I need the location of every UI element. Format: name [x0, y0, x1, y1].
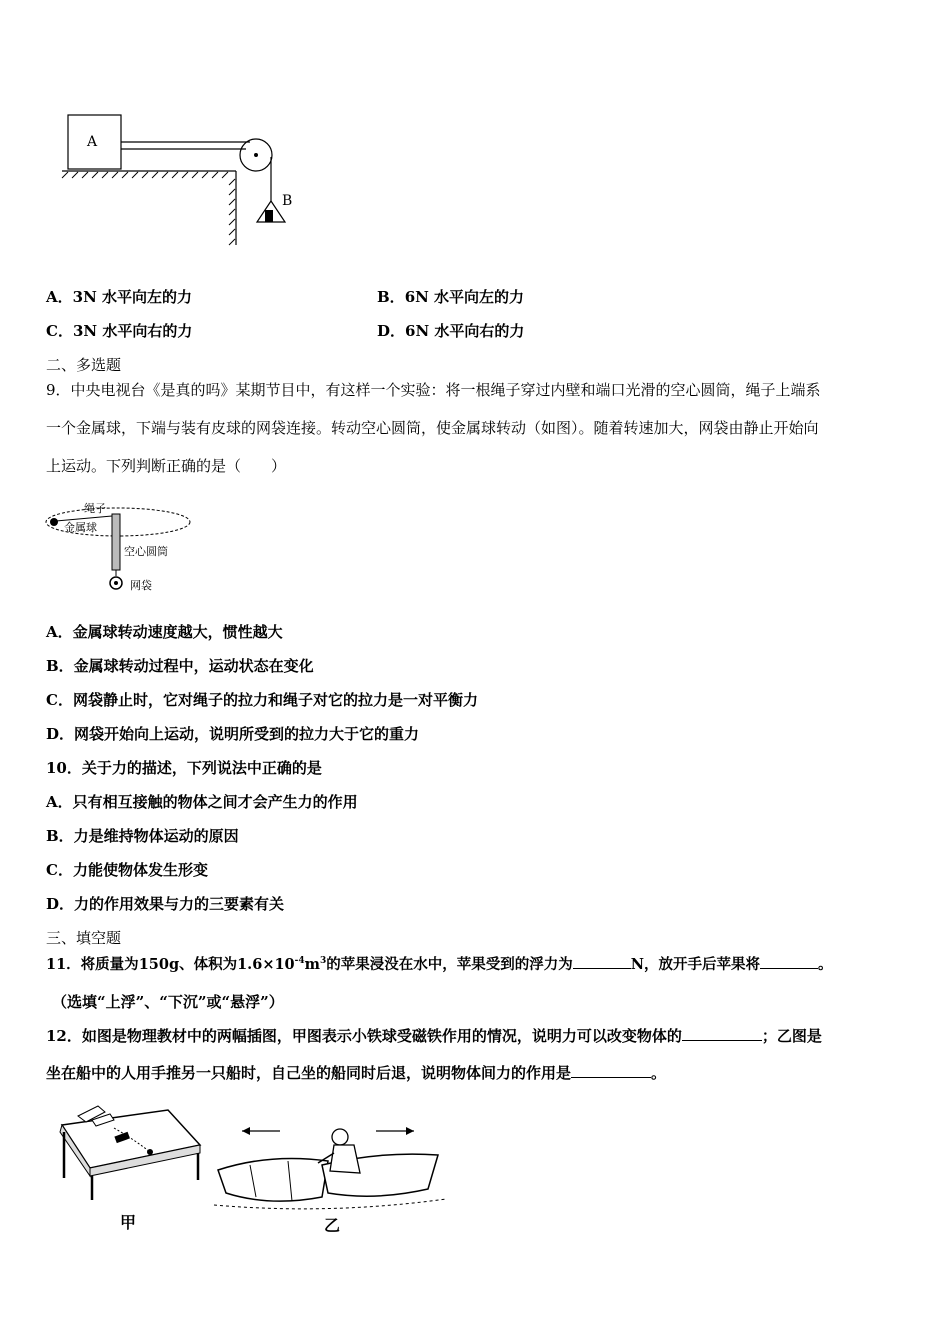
ball-label: 金属球 — [64, 521, 97, 534]
q10-option-a: A．只有相互接触的物体之间才会产生力的作用 — [46, 793, 358, 811]
q11-buoyancy-blank[interactable] — [573, 954, 631, 969]
metal-ball — [50, 518, 58, 526]
q9-line-3: 上运动。下列判断正确的是（ ） — [46, 457, 287, 475]
right-arrow — [406, 1127, 414, 1135]
q8-option-b: B．6N 水平向左的力 — [377, 288, 525, 306]
q12-line-2: 坐在船中的人用手推另一只船时，自己坐的船同时后退，说明物体间力的作用是 。 — [46, 1064, 667, 1082]
magnet — [114, 1132, 130, 1143]
q12-blank-2[interactable] — [571, 1063, 651, 1078]
q12-blank-1[interactable] — [682, 1026, 762, 1041]
q11-line-2: （选填“上浮”、“下沉”或“悬浮”） — [52, 993, 284, 1011]
boats-figure — [210, 1115, 450, 1240]
q8-option-d: D．6N 水平向右的力 — [377, 322, 525, 340]
weight-b-label: B — [282, 193, 293, 209]
q9-option-d: D．网袋开始向上运动，说明所受到的拉力大于它的重力 — [46, 725, 420, 743]
hollow-tube — [112, 514, 120, 570]
q9-option-a: A．金属球转动速度越大，惯性越大 — [46, 623, 283, 641]
block-a-label: A — [87, 134, 98, 150]
q10-option-c: C．力能使物体发生形变 — [46, 861, 208, 879]
person-body — [330, 1145, 360, 1173]
q10-option-d: D．力的作用效果与力的三要素有关 — [46, 895, 285, 913]
fig-yi-label: 乙 — [324, 1216, 341, 1235]
section-3-title: 三、填空题 — [46, 929, 122, 947]
bag-label: 网袋 — [130, 579, 152, 592]
section-2-title: 二、多选题 — [46, 356, 122, 374]
left-boat — [218, 1158, 328, 1201]
q10-stem: 10．关于力的描述，下列说法中正确的是 — [46, 759, 322, 777]
fig-jia-label: 甲 — [120, 1213, 137, 1232]
left-arrow — [242, 1127, 250, 1135]
person-head — [332, 1129, 348, 1145]
q9-line-1: 9．中央电视台《是真的吗》某期节目中，有这样一个实验：将一根绳子穿过内壁和端口光滑的空心圆筒，绳子上端系 — [46, 381, 821, 399]
q9-line-2: 一个金属球，下端与装有皮球的网袋连接。转动空心圆筒，使金属球转动（如图）。随着转速加大，网袋由静止开始向 — [46, 419, 819, 437]
spinning-tube-figure — [42, 500, 202, 600]
q8-option-c: C．3N 水平向右的力 — [46, 322, 193, 340]
magnet-table-figure — [50, 1100, 210, 1240]
q9-option-b: B．金属球转动过程中，运动状态在变化 — [46, 657, 314, 675]
q10-option-b: B．力是维持物体运动的原因 — [46, 827, 239, 845]
q9-option-c: C．网袋静止时，它对绳子的拉力和绳子对它的拉力是一对平衡力 — [46, 691, 478, 709]
rope-label: 绳子 — [84, 502, 106, 515]
tube-label: 空心圆筒 — [124, 545, 168, 558]
q11-apple-motion-blank[interactable] — [760, 954, 818, 969]
pulley-figure — [60, 105, 310, 250]
iron-ball — [147, 1149, 153, 1155]
q8-option-a: A．3N 水平向左的力 — [46, 288, 193, 306]
q12-line-1: 12．如图是物理教材中的两幅插图，甲图表示小铁球受磁铁作用的情况，说明力可以改变物体的 ；乙图是 — [46, 1027, 822, 1045]
q11-line-1: 11．将质量为150g、体积为$1.6\times 10^{-4}m^3$的苹果浸没在水中，苹果受到的浮力为 N，放开手后苹果将 。 — [46, 956, 833, 973]
